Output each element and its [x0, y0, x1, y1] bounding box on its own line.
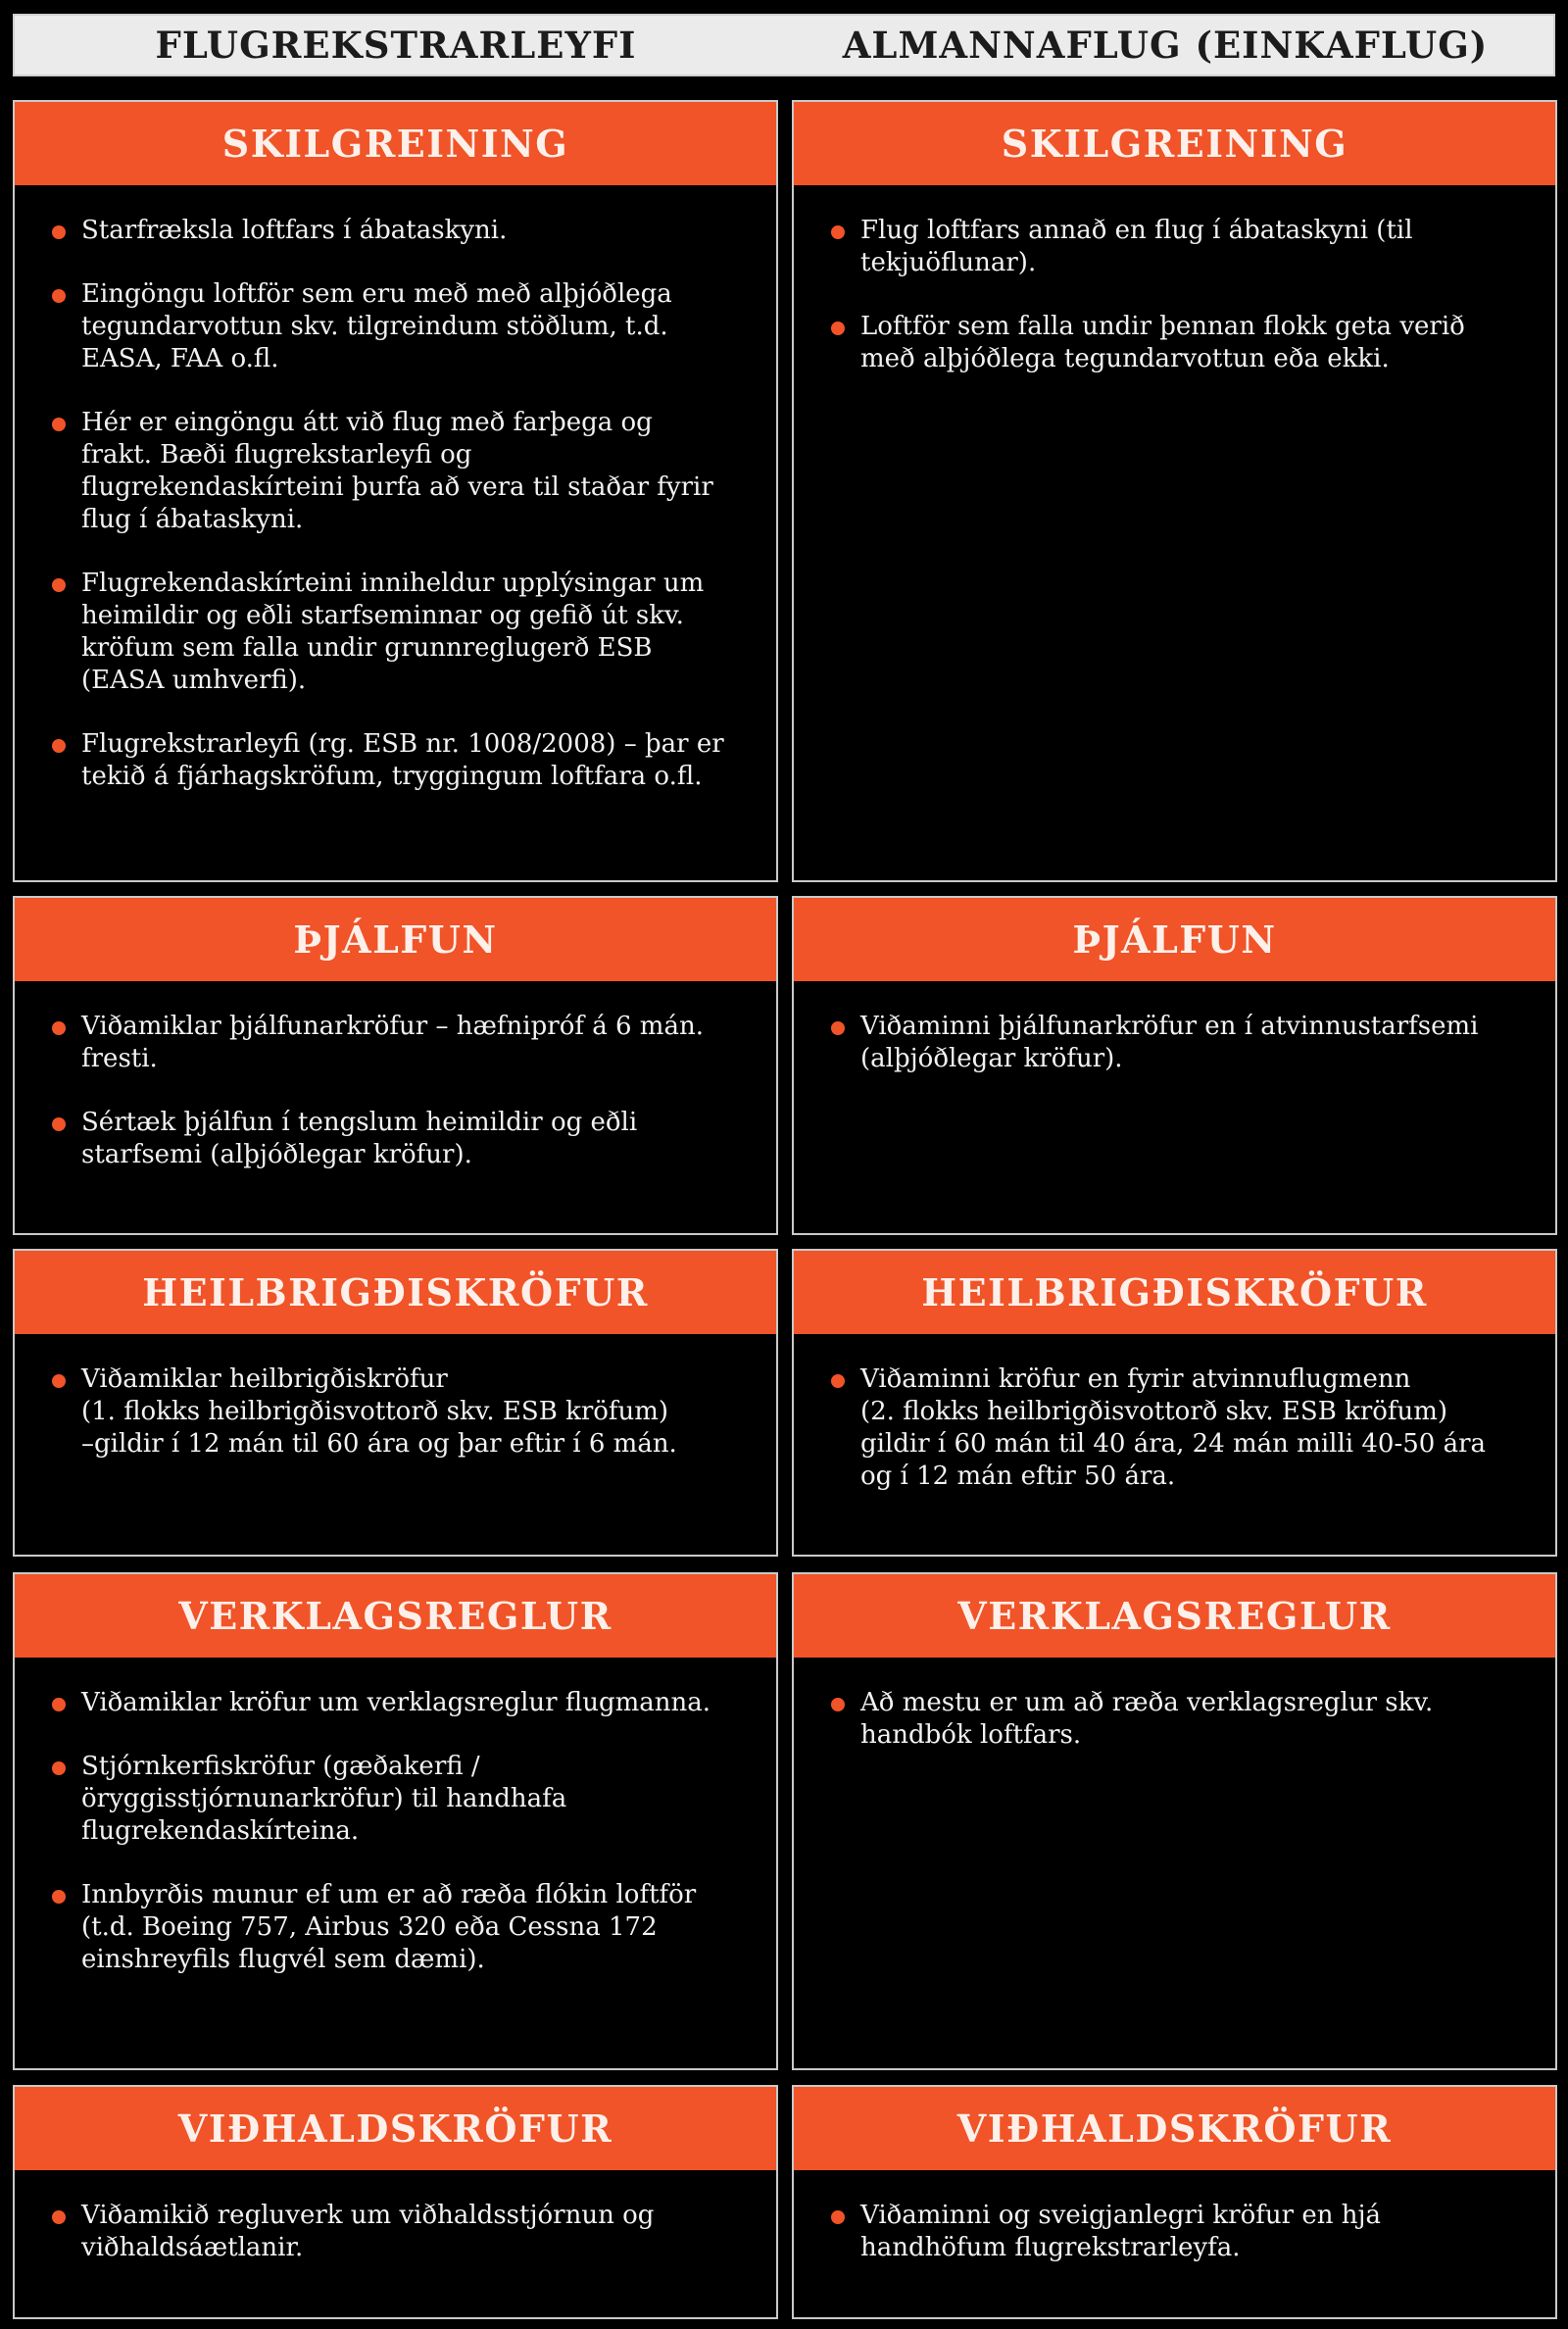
list-item-text: Viðamiklar kröfur um verklagsreglur flugmanna. [81, 1688, 711, 1717]
panel-title: VIÐHALDSKRÖFUR [15, 2087, 776, 2170]
panel-title: ÞJÁLFUN [794, 898, 1555, 981]
list-item-text: Stjórnkerfiskröfur (gæðakerfi / öryggisstjórnunarkröfur) til handhafa flugrekendaskírteina. [81, 1752, 567, 1846]
list-item-text: Hér er eingöngu átt við flug með farþega og frakt. Bæði flugrekstarleyfi og flugrekendaskírteini þurfa að vera til staðar fyrir flug í ábataskyni. [81, 408, 713, 534]
bullet-dot-icon [831, 1698, 845, 1711]
left-column-title: FLUGREKSTRARLEYFI [155, 23, 637, 67]
panel-body [794, 185, 1555, 375]
panel-body [15, 1334, 776, 1461]
panel-title: ÞJÁLFUN [15, 898, 776, 981]
bullet-dot-icon [831, 225, 845, 239]
bullet-dot-icon [831, 2210, 845, 2224]
bullet-dot-icon [831, 1021, 845, 1035]
list-item-text: Viðaminni kröfur en fyrir atvinnuflugmenn (2. flokks heilbrigðisvottorð skv. ESB kröfum) gildir í 60 mán til 40 ára, 24 mán milli 40-50 ára og í 12 mán eftir 50 ára. [860, 1364, 1487, 1491]
panel-body [15, 981, 776, 1171]
list-item [831, 1687, 1506, 1752]
list-item-text: Viðaminni og sveigjanlegri kröfur en hjá handhöfum flugrekstrarleyfa. [860, 2201, 1382, 2262]
panel-title: VERKLAGSREGLUR [794, 1574, 1555, 1658]
list-item [831, 311, 1506, 375]
panel-title: HEILBRIGÐISKRÖFUR [794, 1251, 1555, 1334]
panel-procedures-commercial [13, 1572, 778, 2070]
list-item [831, 2200, 1506, 2264]
list-item-text: Viðamiklar þjálfunarkröfur – hæfnipróf á 6 mán. fresti. [81, 1012, 704, 1073]
list-item [52, 1751, 727, 1848]
column-header-bar [13, 14, 1555, 76]
list-item [52, 1879, 727, 1976]
panel-procedures-general [792, 1572, 1557, 2070]
list-item-text: Loftför sem falla undir þennan flokk geta verið með alþjóðlega tegundarvottun eða ekki. [860, 312, 1465, 373]
panel-training-commercial [13, 896, 778, 1235]
panel-title: SKILGREINING [794, 102, 1555, 185]
list-item [831, 1363, 1506, 1493]
list-item-text: Innbyrðis munur ef um er að ræða flókin loftför (t.d. Boeing 757, Airbus 320 eða Cessna 172 einshreyfils flugvél sem dæmi). [81, 1880, 697, 1974]
bullet-dot-icon [52, 225, 66, 239]
panel-definition-general [792, 100, 1557, 882]
list-item [52, 2200, 727, 2264]
list-item-text: Viðamiklar heilbrigðiskröfur (1. flokks heilbrigðisvottorð skv. ESB kröfum) –gildir í 12 mán til 60 ára og þar eftir í 6 mán. [81, 1364, 677, 1459]
list-item [52, 568, 727, 697]
panel-body [794, 981, 1555, 1075]
list-item [831, 1011, 1506, 1075]
panel-title: VERKLAGSREGLUR [15, 1574, 776, 1658]
panel-body [15, 185, 776, 793]
panel-maintenance-general [792, 2085, 1557, 2319]
list-item [52, 1363, 727, 1461]
list-item-text: Flugrekstrarleyfi (rg. ESB nr. 1008/2008) – þar er tekið á fjárhagskröfum, tryggingum loftfara o.fl. [81, 729, 724, 791]
list-item [52, 407, 727, 536]
list-item-text: Flug loftfars annað en flug í ábataskyni (til tekjuöflunar). [860, 216, 1413, 277]
list-item [52, 278, 727, 375]
panel-body [794, 2170, 1555, 2264]
bullet-dot-icon [52, 1890, 66, 1904]
bullet-dot-icon [52, 289, 66, 303]
bullet-dot-icon [52, 1021, 66, 1035]
panel-maintenance-commercial [13, 2085, 778, 2319]
panel-body [794, 1334, 1555, 1493]
list-item [52, 1011, 727, 1075]
list-item-text: Að mestu er um að ræða verklagsreglur skv. handbók loftfars. [860, 1688, 1434, 1750]
panel-body [794, 1658, 1555, 1752]
list-item [831, 215, 1506, 279]
list-item [52, 1687, 727, 1719]
right-column-title: ALMANNAFLUG (EINKAFLUG) [842, 23, 1489, 67]
bullet-dot-icon [52, 1761, 66, 1775]
bullet-dot-icon [52, 1374, 66, 1388]
panel-body [15, 1658, 776, 1976]
bullet-dot-icon [52, 2210, 66, 2224]
panel-title: SKILGREINING [15, 102, 776, 185]
bullet-dot-icon [831, 322, 845, 335]
bullet-dot-icon [52, 418, 66, 431]
list-item [52, 1107, 727, 1171]
list-item-text: Eingöngu loftför sem eru með með alþjóðlega tegundarvottun skv. tilgreindum stöðlum, t.d. EASA, FAA o.fl. [81, 279, 672, 373]
bullet-dot-icon [831, 1374, 845, 1388]
bullet-dot-icon [52, 578, 66, 592]
panel-training-general [792, 896, 1557, 1235]
panel-body [15, 2170, 776, 2264]
list-item-text: Starfræksla loftfars í ábataskyni. [81, 216, 508, 245]
bullet-dot-icon [52, 1117, 66, 1131]
list-item [52, 728, 727, 793]
panel-medical-general [792, 1249, 1557, 1557]
bullet-dot-icon [52, 1698, 66, 1711]
list-item [52, 215, 727, 247]
panel-definition-commercial [13, 100, 778, 882]
list-item-text: Viðaminni þjálfunarkröfur en í atvinnustarfsemi (alþjóðlegar kröfur). [860, 1012, 1479, 1073]
panel-title: VIÐHALDSKRÖFUR [794, 2087, 1555, 2170]
list-item-text: Viðamikið regluverk um viðhaldsstjórnun og viðhaldsáætlanir. [81, 2201, 655, 2262]
panel-title: HEILBRIGÐISKRÖFUR [15, 1251, 776, 1334]
list-item-text: Sértæk þjálfun í tengslum heimildir og eðli starfsemi (alþjóðlegar kröfur). [81, 1108, 638, 1169]
panel-medical-commercial [13, 1249, 778, 1557]
list-item-text: Flugrekendaskírteini inniheldur upplýsingar um heimildir og eðli starfseminnar og gefið út skv. kröfum sem falla undir grunnreglugerð ESB (EASA umhverfi). [81, 569, 705, 695]
bullet-dot-icon [52, 739, 66, 753]
